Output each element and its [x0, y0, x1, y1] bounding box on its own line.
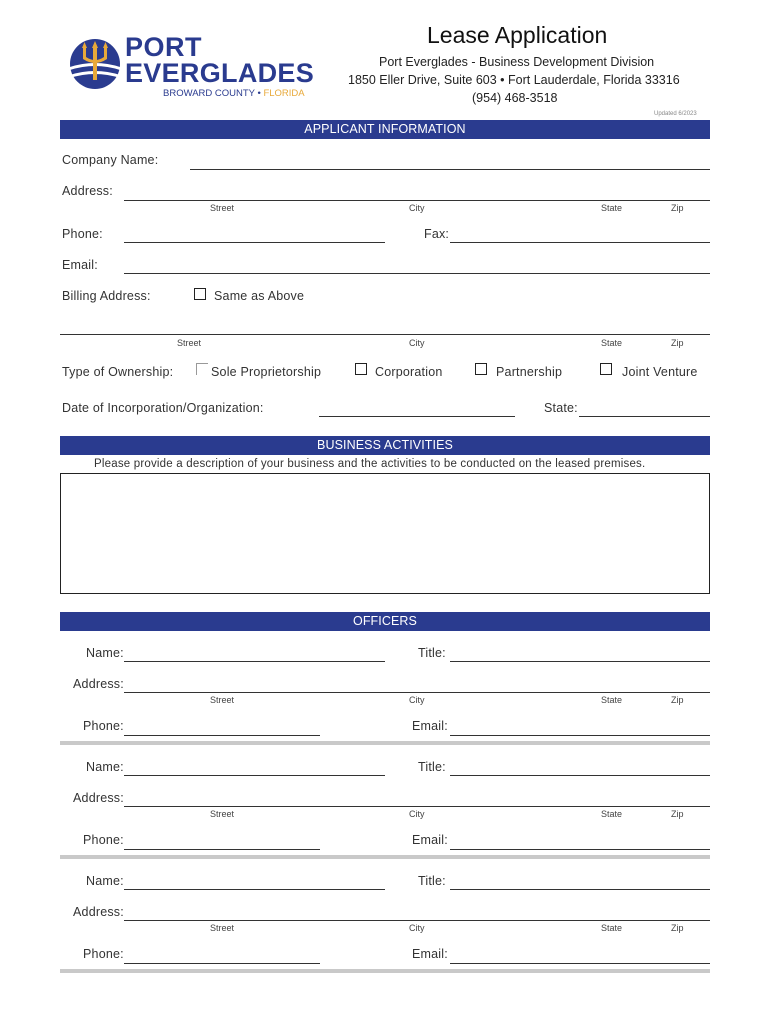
officer-phone-field[interactable] — [124, 947, 320, 963]
logo-port-text: PORT — [125, 32, 203, 62]
logo-bullet: • — [257, 88, 261, 99]
partnership-checkbox[interactable] — [475, 363, 487, 375]
officer-name-field[interactable] — [124, 873, 385, 889]
joint-venture-checkbox[interactable] — [600, 363, 612, 375]
officer-phone-label: Phone: — [83, 947, 124, 961]
billing-street-caption: Street — [177, 338, 202, 348]
officer-email-label: Email: — [412, 833, 448, 847]
phone-field[interactable] — [124, 226, 385, 242]
business-description-box[interactable] — [60, 473, 710, 594]
email-line — [124, 273, 710, 274]
officer-name-line — [124, 889, 385, 890]
partnership-label: Partnership — [496, 365, 563, 379]
incorporation-state-label: State: — [544, 401, 578, 415]
officer-email-label: Email: — [412, 947, 448, 961]
officer-phone-line — [124, 963, 320, 964]
officer-email-field[interactable] — [450, 719, 710, 735]
updated-date: Updated 6/2023 — [654, 111, 697, 117]
trident-emblem-icon — [68, 37, 122, 91]
sole-proprietorship-checkbox[interactable] — [196, 363, 208, 375]
logo-everglades-text: EVERGLADES — [125, 58, 315, 88]
officer-separator — [60, 969, 710, 973]
address-street-caption: Street — [210, 203, 235, 213]
incorporation-date-label: Date of Incorporation/Organization: — [62, 401, 264, 415]
officer-name-field[interactable] — [124, 645, 385, 661]
officer-phone-label: Phone: — [83, 719, 124, 733]
officer-title-label: Title: — [418, 760, 446, 774]
officer-name-line — [124, 661, 385, 662]
officer-email-line — [450, 963, 710, 964]
port-everglades-logo — [68, 34, 313, 100]
officers-section-header: OFFICERS — [60, 612, 710, 631]
logo-county-line — [163, 88, 305, 99]
officer-phone-label: Phone: — [83, 833, 124, 847]
officer-address-label: Address: — [73, 791, 124, 805]
officer-zip-caption: Zip — [671, 923, 684, 933]
officer-title-field[interactable] — [450, 873, 710, 889]
billing-address-line — [60, 334, 710, 335]
email-field[interactable] — [124, 257, 710, 273]
officer-street-caption: Street — [210, 923, 235, 933]
address-city-caption: City — [409, 203, 425, 213]
officer-state-caption: State — [601, 923, 623, 933]
officer-email-field[interactable] — [450, 947, 710, 963]
officer-address-field[interactable] — [124, 790, 710, 806]
officer-city-caption: City — [409, 923, 425, 933]
logo-county: BROWARD COUNTY — [163, 88, 255, 99]
officer-email-label: Email: — [412, 719, 448, 733]
officer-street-caption: Street — [210, 695, 235, 705]
officer-name-label: Name: — [86, 874, 124, 888]
billing-city-caption: City — [409, 338, 425, 348]
officer-name-field[interactable] — [124, 759, 385, 775]
email-label: Email: — [62, 258, 98, 272]
officer-separator — [60, 741, 710, 745]
officer-address-field[interactable] — [124, 676, 710, 692]
joint-venture-label: Joint Venture — [622, 365, 698, 379]
sole-proprietorship-label: Sole Proprietorship — [211, 365, 322, 379]
ownership-label: Type of Ownership: — [62, 365, 174, 379]
company-name-label: Company Name: — [62, 153, 159, 167]
incorporation-date-line — [319, 416, 515, 417]
fax-field[interactable] — [450, 226, 710, 242]
officer-address-line — [124, 920, 710, 921]
officer-phone-field[interactable] — [124, 719, 320, 735]
officer-title-label: Title: — [418, 874, 446, 888]
address-field[interactable] — [124, 184, 710, 200]
officer-zip-caption: Zip — [671, 809, 684, 819]
incorporation-state-field[interactable] — [579, 400, 710, 416]
corporation-checkbox[interactable] — [355, 363, 367, 375]
fax-label: Fax: — [424, 227, 450, 241]
incorporation-state-line — [579, 416, 710, 417]
office-phone: (954) 468-3518 — [472, 91, 558, 105]
address-line — [124, 200, 710, 201]
same-as-above-label: Same as Above — [214, 289, 305, 303]
officer-address-field[interactable] — [124, 904, 710, 920]
logo-state: FLORIDA — [263, 88, 305, 99]
company-name-line — [190, 169, 710, 170]
applicant-section-header: APPLICANT INFORMATION — [60, 120, 710, 139]
officer-title-line — [450, 889, 710, 890]
officer-title-field[interactable] — [450, 759, 710, 775]
division-text: Port Everglades - Business Development Division — [379, 55, 655, 69]
officer-title-label: Title: — [418, 646, 446, 660]
officer-state-caption: State — [601, 809, 623, 819]
company-name-field[interactable] — [190, 153, 710, 169]
billing-state-caption: State — [601, 338, 623, 348]
address-zip-caption: Zip — [671, 203, 684, 213]
officer-city-caption: City — [409, 809, 425, 819]
page-title: Lease Application — [427, 22, 608, 48]
address-label: Address: — [62, 184, 113, 198]
officer-city-caption: City — [409, 695, 425, 705]
business-instructions: Please provide a description of your business and the activities to be conducted on the leased premises. — [94, 458, 646, 470]
billing-address-field[interactable] — [60, 318, 710, 334]
same-as-above-checkbox[interactable] — [194, 288, 206, 300]
fax-line — [450, 242, 710, 243]
incorporation-date-field[interactable] — [319, 400, 515, 416]
officer-phone-line — [124, 735, 320, 736]
billing-zip-caption: Zip — [671, 338, 684, 348]
officer-address-label: Address: — [73, 677, 124, 691]
phone-label: Phone: — [62, 227, 103, 241]
officer-phone-field[interactable] — [124, 833, 320, 849]
billing-address-label: Billing Address: — [62, 289, 151, 303]
officer-name-label: Name: — [86, 646, 124, 660]
officer-phone-line — [124, 849, 320, 850]
address-state-caption: State — [601, 203, 623, 213]
officer-name-label: Name: — [86, 760, 124, 774]
officer-state-caption: State — [601, 695, 623, 705]
officer-address-label: Address: — [73, 905, 124, 919]
office-address: 1850 Eller Drive, Suite 603 • Fort Lauderdale, Florida 33316 — [348, 73, 680, 87]
officer-title-line — [450, 775, 710, 776]
officer-street-caption: Street — [210, 809, 235, 819]
officer-email-field[interactable] — [450, 833, 710, 849]
officer-email-line — [450, 849, 710, 850]
officer-email-line — [450, 735, 710, 736]
officer-zip-caption: Zip — [671, 695, 684, 705]
officer-title-line — [450, 661, 710, 662]
corporation-label: Corporation — [375, 365, 443, 379]
business-section-header: BUSINESS ACTIVITIES — [60, 436, 710, 455]
officer-title-field[interactable] — [450, 645, 710, 661]
officer-separator — [60, 855, 710, 859]
officer-address-line — [124, 692, 710, 693]
phone-line — [124, 242, 385, 243]
officer-name-line — [124, 775, 385, 776]
officer-address-line — [124, 806, 710, 807]
